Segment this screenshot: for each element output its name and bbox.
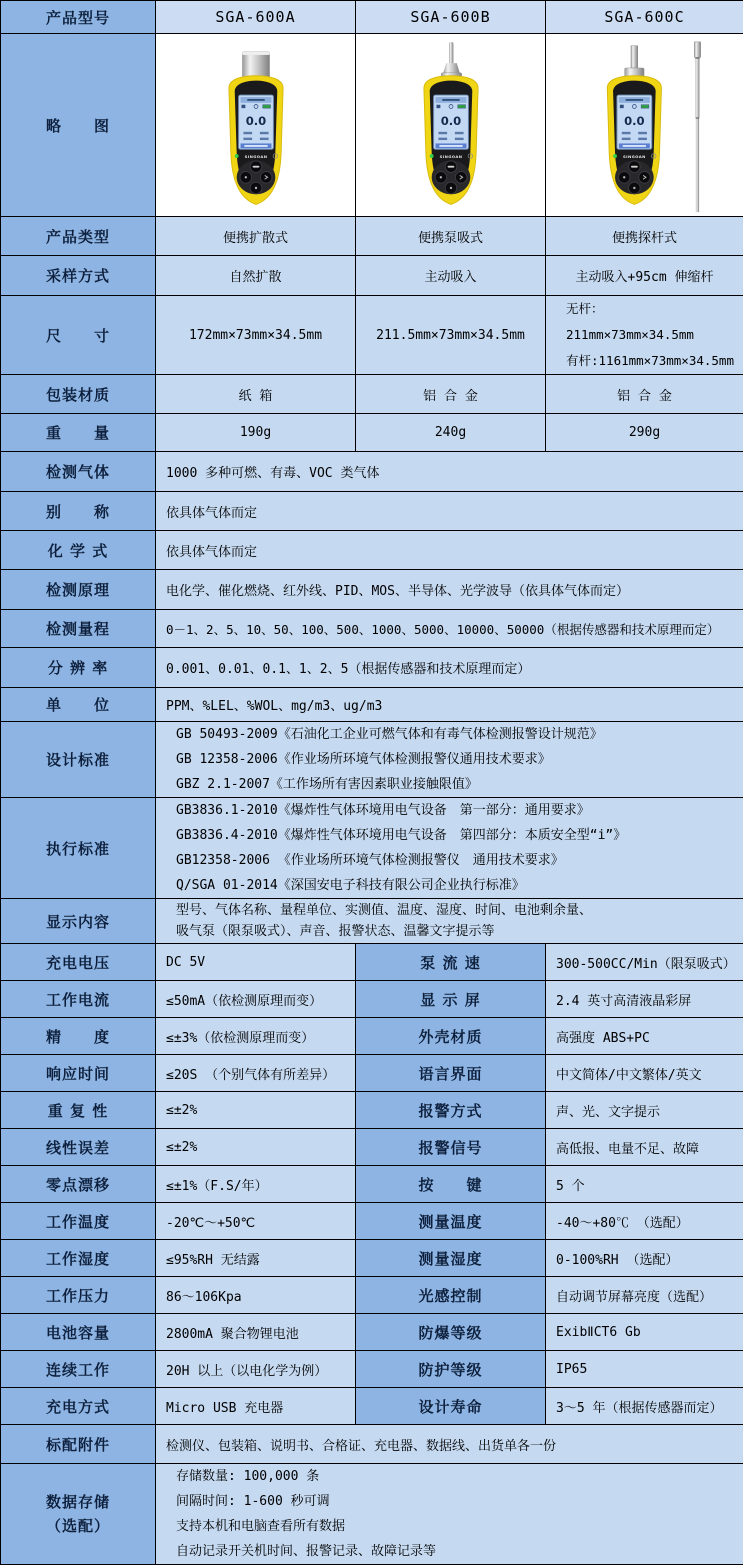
row-label: 执行标准: [1, 798, 156, 899]
row-label: 外壳材质: [356, 1018, 546, 1055]
row-detection-range: [1, 610, 743, 648]
model-name-b: SGA-600B: [356, 1, 546, 34]
row-value: 190g: [156, 414, 356, 452]
row-detected-gas: [1, 452, 743, 492]
row-value: 纸 箱: [156, 375, 356, 414]
row-value: 便携泵吸式: [356, 217, 546, 256]
row-value: IP65: [546, 1351, 743, 1388]
row-weight: [1, 414, 743, 452]
row-display-content: [1, 899, 743, 944]
row-value: Micro USB 充电器: [156, 1388, 356, 1425]
row-label: 精 度: [1, 1018, 156, 1055]
row-value: 主动吸入: [356, 256, 546, 296]
row-value: -40～+80℃ （选配）: [546, 1203, 743, 1240]
row-value: 3～5 年（根据传感器而定）: [546, 1388, 743, 1425]
row-label: 重 复 性: [1, 1092, 156, 1129]
row-value: 240g: [356, 414, 546, 452]
sketch-cell-a: [156, 34, 356, 217]
row-charging-method: [1, 1388, 743, 1425]
row-value: 电化学、催化燃烧、红外线、PID、MOS、半导体、光学波导（依具体气体而定）: [156, 570, 743, 610]
lcd-reading: 0.0: [440, 114, 461, 128]
row-label: 包装材质: [1, 375, 156, 414]
row-value: 铝 合 金: [356, 375, 546, 414]
row-exec-standards: [1, 798, 743, 899]
row-label: 显示内容: [1, 899, 156, 944]
row-working-humidity: [1, 1240, 743, 1277]
sketch-cell-b: [356, 34, 546, 217]
row-value: 声、光、文字提示: [546, 1092, 743, 1129]
row-label: 标配附件: [1, 1425, 156, 1464]
product-photo-sga-600a: [193, 38, 319, 216]
row-label: 采样方式: [1, 256, 156, 296]
sketch-cell-c: [546, 34, 743, 217]
row-label: 分 辨 率: [1, 648, 156, 688]
row-value: 290g: [546, 414, 743, 452]
model-name-a: SGA-600A: [156, 1, 356, 34]
product-photo-sga-600c: [575, 38, 715, 216]
row-value-display-content: 型号、气体名称、量程单位、实测值、温度、湿度、时间、电池剩余量、 吸气泵（限泵吸式）、声音、报警状态、温馨文字提示等: [156, 899, 743, 944]
row-working-current: [1, 981, 743, 1018]
brand-text: SINGOAN: [244, 153, 267, 158]
row-value: 2.4 英寸高清液晶彩屏: [546, 981, 743, 1018]
row-response-time: [1, 1055, 743, 1092]
row-charge-voltage: [1, 944, 743, 981]
row-battery-capacity: [1, 1314, 743, 1351]
row-label: 测量温度: [356, 1203, 546, 1240]
row-value: 铝 合 金: [546, 375, 743, 414]
row-label: 防爆等级: [356, 1314, 546, 1351]
row-value: 300-500CC/Min（限泵吸式）: [546, 944, 743, 981]
model-name-c: SGA-600C: [546, 1, 743, 34]
row-value: 高低报、电量不足、故障: [546, 1129, 743, 1166]
row-label: 重 量: [1, 414, 156, 452]
row-label: 泵 流 速: [356, 944, 546, 981]
sketch-row: [1, 34, 743, 217]
header-row: [1, 1, 743, 34]
row-label: 化 学 式: [1, 531, 156, 570]
row-continuous-operation: [1, 1351, 743, 1388]
row-value: 211.5mm×73mm×34.5mm: [356, 296, 546, 375]
row-label: 尺 寸: [1, 296, 156, 375]
row-label: 按 键: [356, 1166, 546, 1203]
row-label: 防护等级: [356, 1351, 546, 1388]
telescopic-rod-graphic: [694, 41, 700, 211]
row-value: 主动吸入+95cm 伸缩杆: [546, 256, 743, 296]
row-label: 显 示 屏: [356, 981, 546, 1018]
row-value: PPM、%LEL、%WOL、mg/m3、ug/m3: [156, 688, 743, 722]
row-sampling: [1, 256, 743, 296]
row-value: 高强度 ABS+PC: [546, 1018, 743, 1055]
row-label: 别 称: [1, 492, 156, 531]
row-working-pressure: [1, 1277, 743, 1314]
row-label: 工作电流: [1, 981, 156, 1018]
row-value: 20H 以上（以电化学为例）: [156, 1351, 356, 1388]
row-value: ≤20S （个别气体有所差异）: [156, 1055, 356, 1092]
row-data-storage: [1, 1464, 743, 1565]
row-label: 产品类型: [1, 217, 156, 256]
row-label: 工作温度: [1, 1203, 156, 1240]
row-label: 单 位: [1, 688, 156, 722]
row-value: 1000 多种可燃、有毒、VOC 类气体: [156, 452, 743, 492]
row-label: 检测气体: [1, 452, 156, 492]
row-value-data-storage: 存储数量: 100,000 条 间隔时间: 1-600 秒可调 支持本机和电脑查看所有数据 自动记录开关机时间、报警记录、故障记录等: [156, 1464, 743, 1565]
row-units: [1, 688, 743, 722]
row-value: 0－1、2、5、10、50、100、500、1000、5000、10000、50000（根据传感器和技术原理而定）: [156, 610, 743, 648]
row-value: ≤±2%: [156, 1129, 356, 1166]
row-value: 0.001、0.01、0.1、1、2、5（根据传感器和技术原理而定）: [156, 648, 743, 688]
row-label: 设计标准: [1, 722, 156, 798]
row-value: 便携扩散式: [156, 217, 356, 256]
lcd-reading: 0.0: [245, 114, 266, 128]
row-label: 充电电压: [1, 944, 156, 981]
row-value: ExibⅡCT6 Gb: [546, 1314, 743, 1351]
row-value: ≤±1%（F.S/年）: [156, 1166, 356, 1203]
row-value: 172mm×73mm×34.5mm: [156, 296, 356, 375]
row-value: 2800mA 聚合物锂电池: [156, 1314, 356, 1351]
header-label: 产品型号: [1, 1, 156, 34]
row-value: 0-100%RH （选配）: [546, 1240, 743, 1277]
row-value: 依具体气体而定: [156, 531, 743, 570]
row-value: ≤±3%（依检测原理而变）: [156, 1018, 356, 1055]
row-label: 电池容量: [1, 1314, 156, 1351]
row-label: 工作压力: [1, 1277, 156, 1314]
row-accuracy: [1, 1018, 743, 1055]
row-label: 检测量程: [1, 610, 156, 648]
row-dimensions: [1, 296, 743, 375]
row-label: 连续工作: [1, 1351, 156, 1388]
row-value-design-standards: GB 50493-2009《石油化工企业可燃气体和有毒气体检测报警设计规范》 GB 12358-2006《作业场所环境气体检测报警仪通用技术要求》 GBZ 2.1-2007《工作场所有害因素职业接触限值》: [156, 722, 743, 798]
row-label: 工作湿度: [1, 1240, 156, 1277]
brand-text: SINGOAN: [622, 153, 645, 158]
row-accessories: [1, 1425, 743, 1464]
row-value: DC 5V: [156, 944, 356, 981]
row-label: 设计寿命: [356, 1388, 546, 1425]
row-value: -20℃～+50℃: [156, 1203, 356, 1240]
lcd-reading: 0.0: [624, 114, 645, 128]
brand-text: SINGOAN: [439, 153, 462, 158]
row-working-temperature: [1, 1203, 743, 1240]
row-label: 充电方式: [1, 1388, 156, 1425]
row-detection-principle: [1, 570, 743, 610]
row-value: 中文简体/中文繁体/英文: [546, 1055, 743, 1092]
row-design-standards: [1, 722, 743, 798]
product-photo-sga-600b: [388, 38, 514, 216]
row-chemical-formula: [1, 531, 743, 570]
row-resolution: [1, 648, 743, 688]
row-value: 86～106Kpa: [156, 1277, 356, 1314]
row-packaging: [1, 375, 743, 414]
row-label: 报警信号: [356, 1129, 546, 1166]
row-label: 测量湿度: [356, 1240, 546, 1277]
row-linearity-error: [1, 1129, 743, 1166]
row-label-data-storage: 数据存储 （选配）: [1, 1464, 156, 1565]
row-product-type: [1, 217, 743, 256]
row-value-dimensions-c: 无杆： 211mm×73mm×34.5mm 有杆:1161mm×73mm×34.5mm: [546, 296, 743, 375]
row-label: 语言界面: [356, 1055, 546, 1092]
row-label: 光感控制: [356, 1277, 546, 1314]
row-value: ≤50mA（依检测原理而变）: [156, 981, 356, 1018]
row-repeatability: [1, 1092, 743, 1129]
row-value: ≤95%RH 无结露: [156, 1240, 356, 1277]
row-value-exec-standards: GB3836.1-2010《爆炸性气体环境用电气设备 第一部分：通用要求》 GB3836.4-2010《爆炸性气体环境用电气设备 第四部分：本质安全型“i”》 GB12358-2006 《作业场所环境气体检测报警仪 通用技术要求》 Q/SGA 01-2014《深国安电子科技有限公司企业执行标准》: [156, 798, 743, 899]
row-zero-drift: [1, 1166, 743, 1203]
row-alias: [1, 492, 743, 531]
row-label: 零点漂移: [1, 1166, 156, 1203]
row-value: 自动调节屏幕亮度（选配）: [546, 1277, 743, 1314]
row-value: 检测仪、包装箱、说明书、合格证、充电器、数据线、出货单各一份: [156, 1425, 743, 1464]
row-label: 线性误差: [1, 1129, 156, 1166]
row-value: 便携探杆式: [546, 217, 743, 256]
row-label: 报警方式: [356, 1092, 546, 1129]
row-value: 自然扩散: [156, 256, 356, 296]
sketch-label: 略 图: [1, 34, 156, 217]
row-label: 检测原理: [1, 570, 156, 610]
row-value: 5 个: [546, 1166, 743, 1203]
row-label: 响应时间: [1, 1055, 156, 1092]
row-value: 依具体气体而定: [156, 492, 743, 531]
row-value: ≤±2%: [156, 1092, 356, 1129]
